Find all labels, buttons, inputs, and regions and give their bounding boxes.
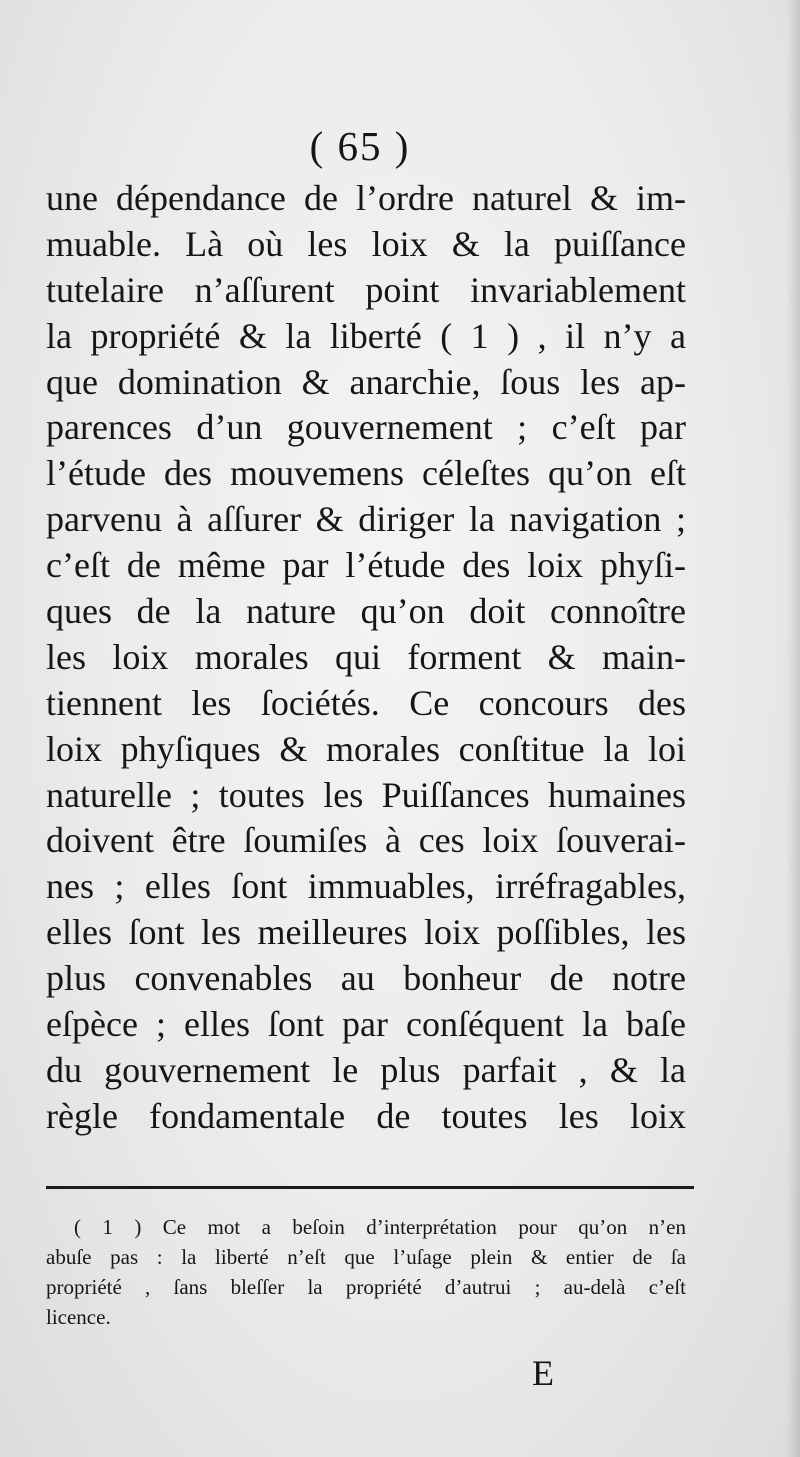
text-line: tutelaire n’aſſurent point invariablement — [46, 269, 686, 310]
text-line: tiennent les ſociétés. Ce concours des — [46, 682, 686, 723]
text-line: parences d’un gouvernement ; c’eſt par — [46, 407, 686, 448]
text-line: parvenu à aſſurer & diriger la navigation ; — [46, 499, 686, 540]
text-line: du gouvernement le plus parfait , & la — [46, 1049, 686, 1090]
text-line: elles ſont les meilleures loix poſſibles, les — [46, 912, 686, 953]
text-line: nes ; elles ſont immuables, irréfragables, — [46, 866, 686, 907]
text-line: la propriété & la liberté ( 1 ) , il n’y a — [46, 315, 686, 356]
page-edge-shadow — [786, 0, 800, 1457]
text-line: l’étude des mouvemens céleſtes qu’on eſt — [46, 453, 686, 494]
text-line: loix phyſiques & morales conſtitue la loi — [46, 728, 686, 769]
footnote-line: licence. — [46, 1305, 111, 1329]
footnote-separator-rule — [46, 1186, 694, 1189]
text-line: plus convenables au bonheur de notre — [46, 958, 686, 999]
text-line: ques de la nature qu’on doit connoître — [46, 591, 686, 632]
text-line: eſpèce ; elles ſont par conſéquent la baſe — [46, 1004, 686, 1045]
text-line: naturelle ; toutes les Puiſſances humaines — [46, 774, 686, 815]
text-line: règle fondamentale de toutes les loix — [46, 1095, 686, 1136]
text-line: que domination & anarchie, ſous les ap- — [46, 361, 686, 402]
text-line: doivent être ſoumiſes à ces loix ſouverai- — [46, 820, 686, 861]
footnote-line: ( 1 ) Ce mot a beſoin d’interprétation pour qu’on n’en — [74, 1215, 686, 1239]
footnote-line: abuſe pas : la liberté n’eſt que l’uſage plein & entier de ſa — [46, 1245, 686, 1269]
page-number: ( 65 ) — [309, 123, 411, 169]
footnote-line: propriété , ſans bleſſer la propriété d’autrui ; au-delà c’eſt — [46, 1275, 686, 1299]
text-line: muable. Là où les loix & la puiſſance — [46, 223, 686, 264]
footnote — [46, 1212, 686, 1332]
text-line: une dépendance de l’ordre naturel & im- — [46, 178, 686, 218]
body-text — [46, 176, 686, 1140]
text-line: c’eſt de même par l’étude des loix phyſi- — [46, 545, 686, 586]
signature-mark: E — [532, 1353, 554, 1393]
text-line: les loix morales qui forment & main- — [46, 636, 686, 677]
